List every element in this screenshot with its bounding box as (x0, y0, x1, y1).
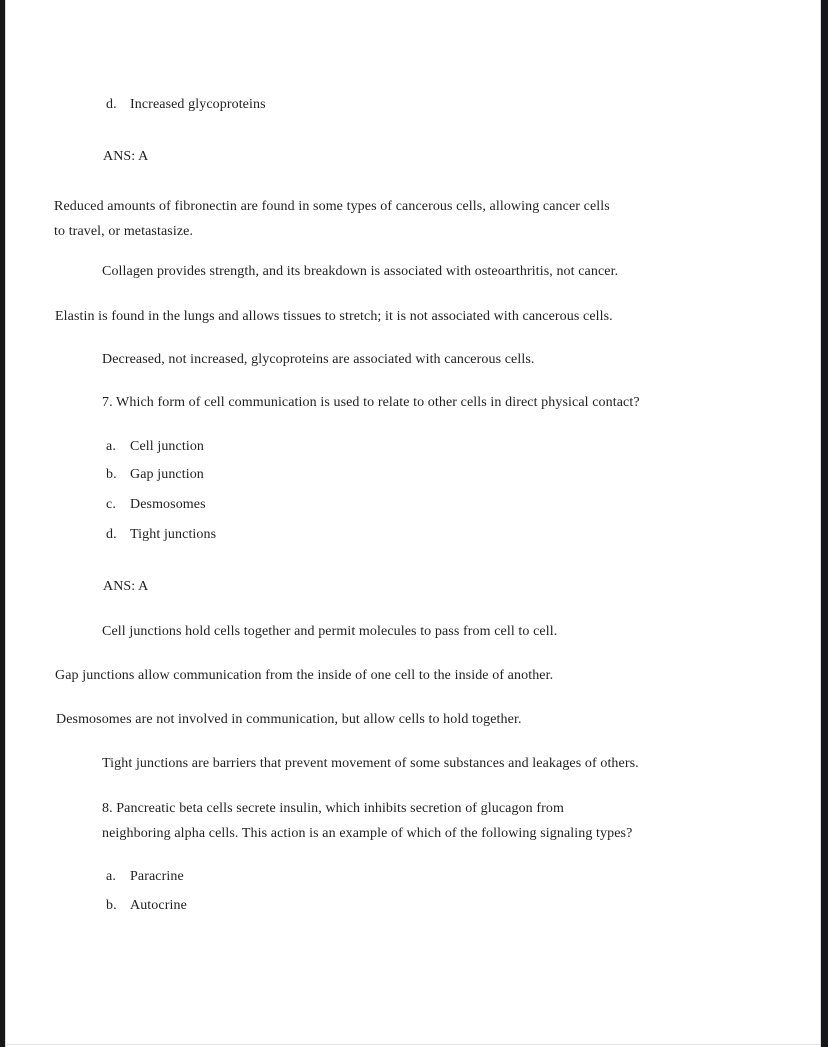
question-option (106, 496, 206, 513)
option-letter: a. (106, 869, 116, 884)
rationale-text: Collagen provides strength, and its breakdown is associated with osteoarthritis, not cancer. (102, 264, 619, 279)
rationale-text: Reduced amounts of fibronectin are found in some types of cancerous cells, allowing cancer cells (54, 199, 610, 214)
question-text: 8. Pancreatic beta cells secrete insulin, which inhibits secretion of glucagon from (102, 801, 564, 816)
option-text: Autocrine (130, 898, 187, 913)
question-option (106, 526, 216, 543)
rationale-text: Cell junctions hold cells together and permit molecules to pass from cell to cell. (102, 624, 558, 639)
page-bottom-edge (6, 1044, 820, 1045)
rationale-text: Elastin is found in the lungs and allows tissues to stretch; it is not associated with cancerous cells. (55, 309, 613, 324)
question-option (106, 438, 204, 455)
answer-line: ANS: A (103, 579, 149, 594)
option-text: Increased glycoproteins (130, 97, 266, 112)
answer-line: ANS: A (103, 149, 149, 164)
option-letter: a. (106, 439, 116, 454)
question-option (106, 96, 266, 113)
page-edge-bar-right (820, 0, 828, 1047)
option-letter: d. (106, 97, 117, 112)
option-letter: b. (106, 898, 117, 913)
question-text: neighboring alpha cells. This action is an example of which of the following signaling types? (102, 826, 633, 841)
option-text: Cell junction (130, 439, 205, 454)
option-letter: c. (106, 497, 116, 512)
option-text: Gap junction (130, 467, 204, 482)
question-option (106, 897, 187, 914)
question-text: 7. Which form of cell communication is used to relate to other cells in direct physical contact? (102, 395, 640, 410)
option-letter: b. (106, 467, 117, 482)
option-text: Desmosomes (130, 497, 206, 512)
rationale-text: to travel, or metastasize. (54, 224, 194, 239)
option-text: Tight junctions (130, 527, 217, 542)
question-option (106, 868, 184, 885)
rationale-text: Tight junctions are barriers that prevent movement of some substances and leakages of others. (102, 756, 639, 771)
rationale-text: Desmosomes are not involved in communication, but allow cells to hold together. (56, 712, 522, 727)
option-letter: d. (106, 527, 117, 542)
rationale-text: Decreased, not increased, glycoproteins are associated with cancerous cells. (102, 352, 535, 367)
question-option (106, 466, 204, 483)
option-text: Paracrine (130, 869, 184, 884)
page-edge-bar-left (0, 0, 6, 1047)
rationale-text: Gap junctions allow communication from the inside of one cell to the inside of another. (55, 668, 554, 683)
